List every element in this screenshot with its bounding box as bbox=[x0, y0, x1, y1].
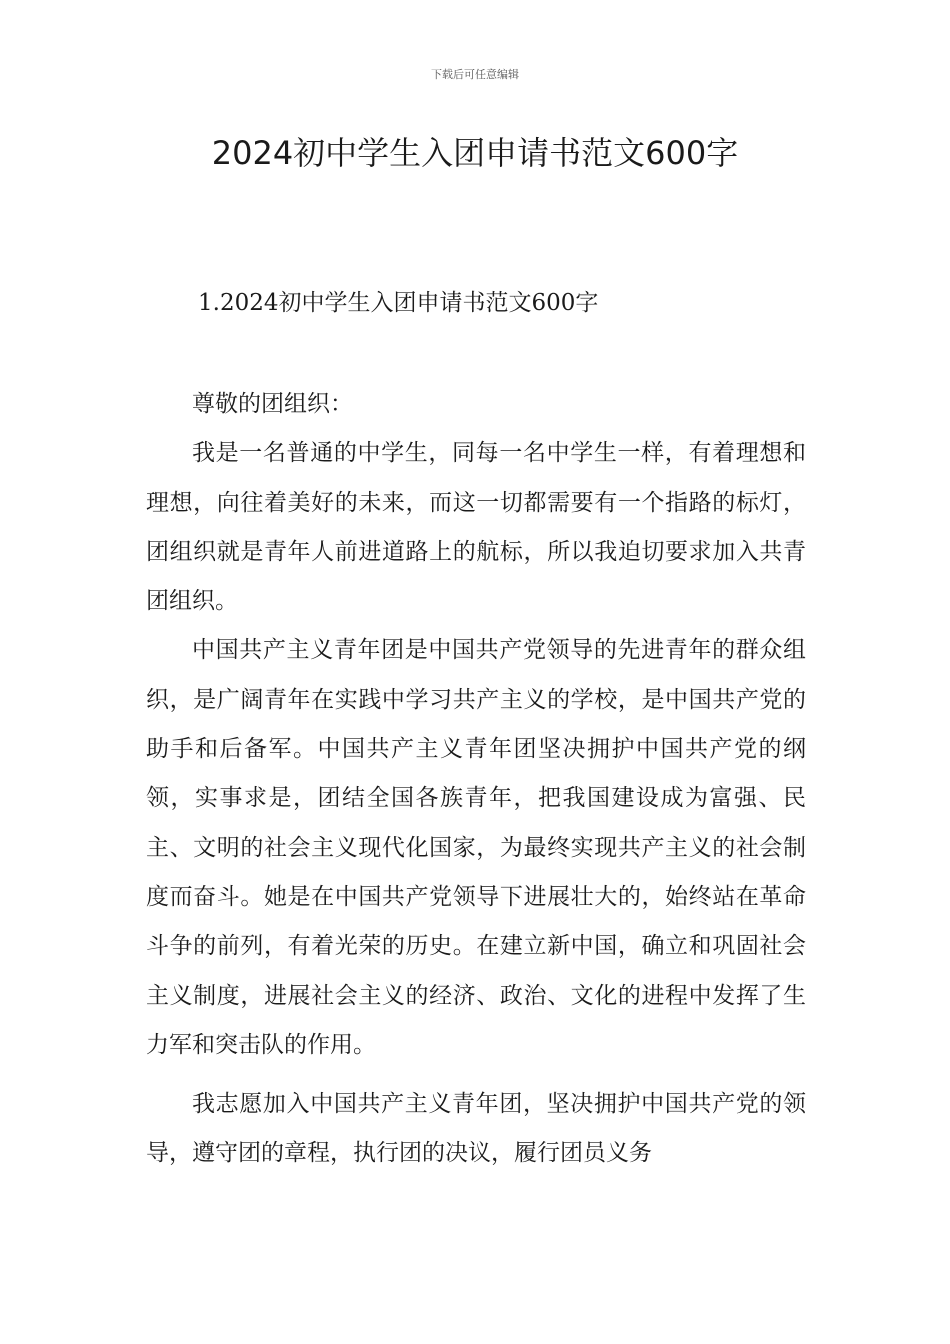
paragraph-3: 我志愿加入中国共产主义青年团，坚决拥护中国共产党的领导，遵守团的章程，执行团的决议，履行团员义务 bbox=[146, 1091, 806, 1167]
header-note: 下载后可任意编辑 bbox=[431, 68, 519, 81]
paragraph-1: 我是一名普通的中学生，同每一名中学生一样，有着理想和理想，向往着美好的未来，而这一切都需要有一个指路的标灯，团组织就是青年人前进道路上的航标，所以我迫切要求加入共青团组织。 bbox=[146, 440, 806, 615]
document-body bbox=[146, 380, 806, 1179]
document-title: 2024初中学生入团申请书范文600字 bbox=[211, 134, 739, 172]
section-heading: 1.2024初中学生入团申请书范文600字 bbox=[198, 290, 599, 316]
greeting: 尊敬的团组织： bbox=[192, 391, 353, 417]
paragraph-2: 中国共产主义青年团是中国共产党领导的先进青年的群众组织，是广阔青年在实践中学习共产主义的学校，是中国共产党的助手和后备军。中国共产主义青年团坚决拥护中国共产党的纲领，实事求是，团结全国各族青年，把我国建设成为富强、民主、文明的社会主义现代化国家，为最终实现共产主义的社会制度而奋斗。她是在中国共产党领导下进展壮大的，始终站在革命斗争的前列，有着光荣的历史。在建立新中国，确立和巩固社会主义制度，进展社会主义的经济、政治、文化的进程中发挥了生力军和突击队的作用。 bbox=[146, 637, 806, 1058]
